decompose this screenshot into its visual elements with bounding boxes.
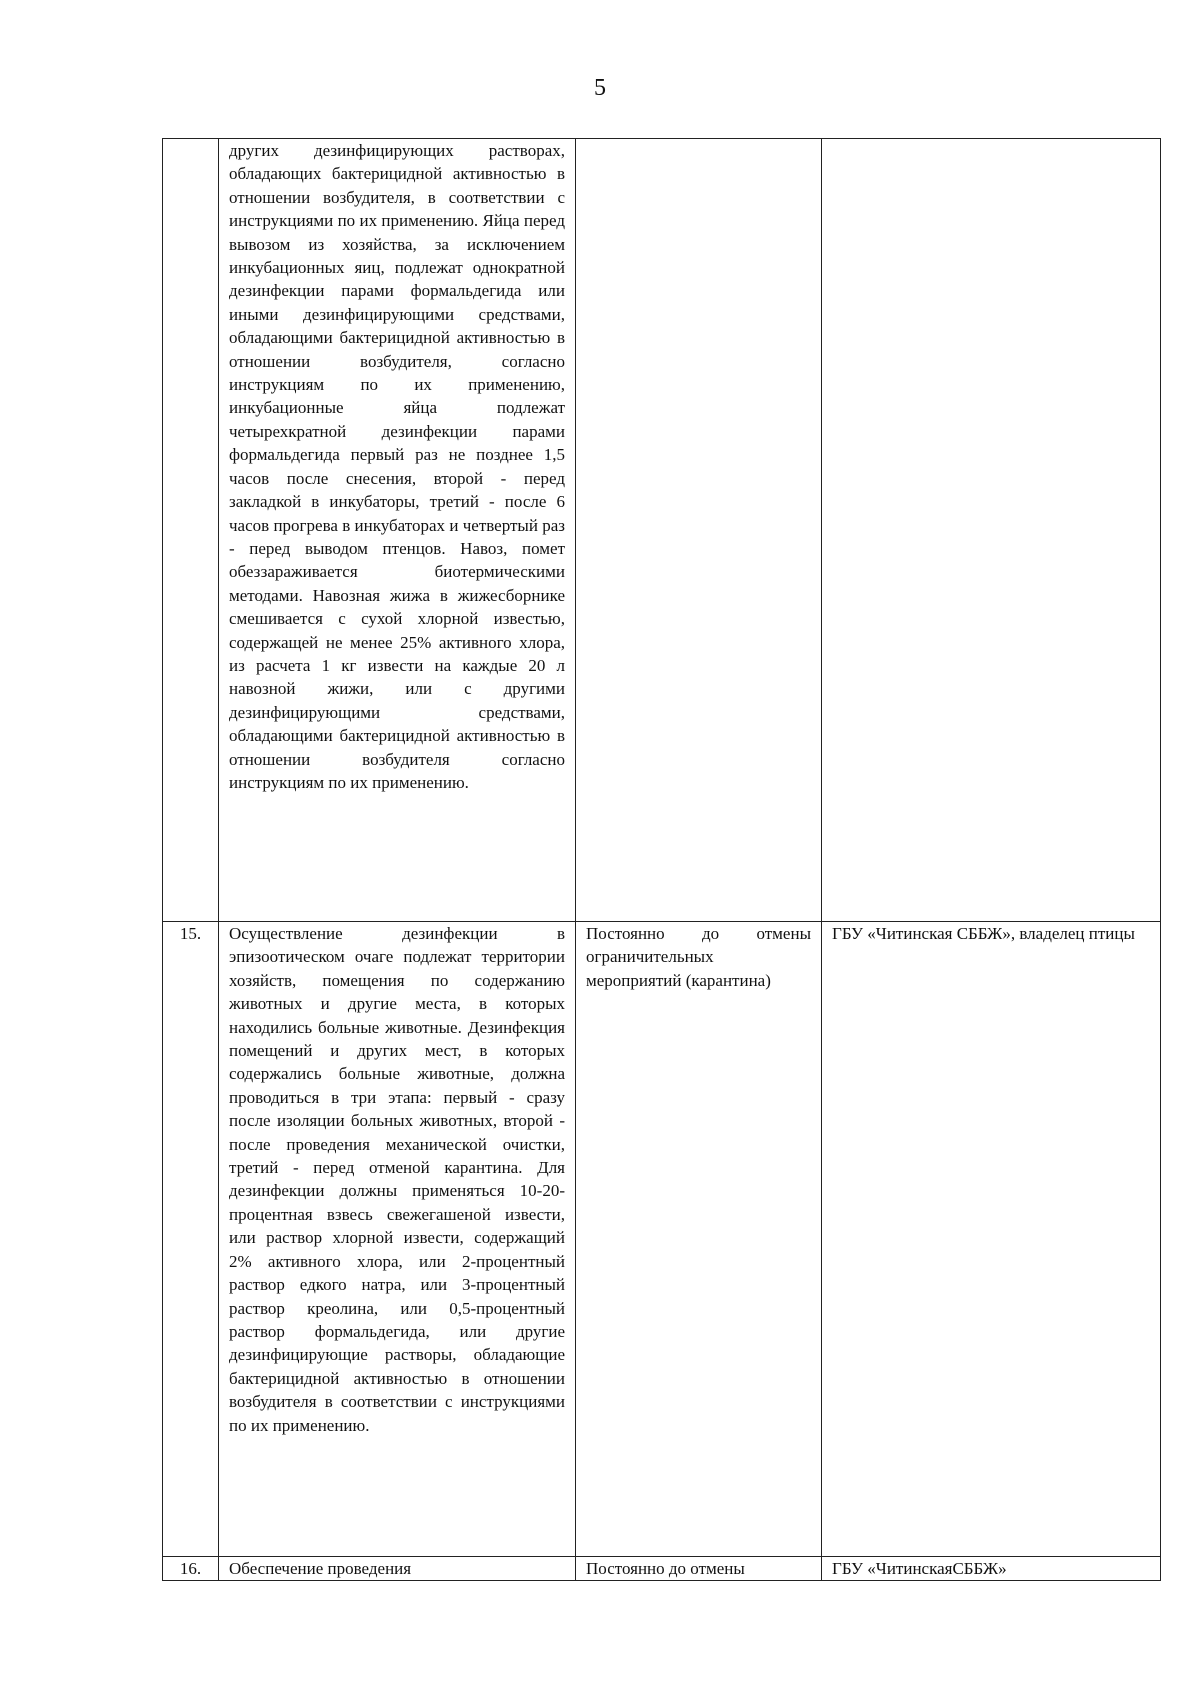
term-cell: Постоянно до отмены — [576, 1557, 822, 1581]
page-number: 5 — [594, 75, 606, 101]
measure-description-text: Обеспечение проведения — [229, 1559, 412, 1578]
row-number-cell: 15. — [163, 922, 219, 1557]
table-row — [163, 139, 1161, 922]
responsible-cell: ГБУ «Читинская СББЖ», владелец птицы — [822, 922, 1161, 1557]
row-number-cell: 16. — [163, 1557, 219, 1581]
measure-description-text: Осуществление дезинфекции в эпизоотическом очаге подлежат территории хозяйств, помещения по содержанию животных и другие места, в которых находились больные животные. Дезинфекция помещений и других мест, в которых содержались больные животные, должна проводиться в три этапа: первый - сразу после изоляции больных животных, второй - после проведения механической очистки, третий - перед отменой карантина. Для дезинфекции должны применяться 10-20-процентная взвесь свежегашеной извести, или раствор хлорной извести, содержащий 2% активного хлора, или 2-процентный раствор едкого натра, или 3-процентный раствор креолина, или 0,5-процентный раствор формальдегида, или другие дезинфицирующие растворы, обладающие бактерицидной активностью в отношении возбудителя в соответствии с инструкциями по их применению. — [229, 924, 565, 1435]
row-number-cell — [163, 139, 219, 922]
measure-description-text: других дезинфицирующих растворах, обладающих бактерицидной активностью в отношении возбудителя, в соответствии с инструкциями по их применению. Яйца перед вывозом из хозяйства, за исключением инкубационных яиц, подлежат однократной дезинфекции парами формальдегида или иными дезинфицирующими средствами, обладающими бактерицидной активностью в отношении возбудителя, согласно инструкциям по их применению, инкубационные яйца подлежат четырехкратной дезинфекции парами формальдегида первый раз не позднее 1,5 часов после снесения, второй - перед закладкой в инкубаторы, третий - после 6 часов прогрева в инкубаторах и четвертый раз - перед выводом птенцов. Навоз, помет обеззараживается биотермическими методами. Навозная жижа в жижесборнике смешивается с сухой хлорной известью, содержащей не менее 25% активного хлора, из расчета 1 кг извести на каждые 20 л навозной жижи, или с другими дезинфицирующими средствами, обладающими бактерицидной активностью в отношении возбудителя согласно инструкциям по их применению. — [229, 141, 565, 792]
measure-description-cell — [219, 139, 576, 922]
measure-description-cell — [219, 1557, 576, 1581]
term-cell — [576, 139, 822, 922]
table-row — [163, 1557, 1161, 1581]
responsible-cell — [822, 139, 1161, 922]
term-cell: Постоянно до отмены ограничительных мероприятий (карантина) — [576, 922, 822, 1557]
table-row — [163, 922, 1161, 1557]
measures-table — [162, 138, 1161, 1581]
measure-description-cell — [219, 922, 576, 1557]
responsible-cell: ГБУ «ЧитинскаяСББЖ» — [822, 1557, 1161, 1581]
